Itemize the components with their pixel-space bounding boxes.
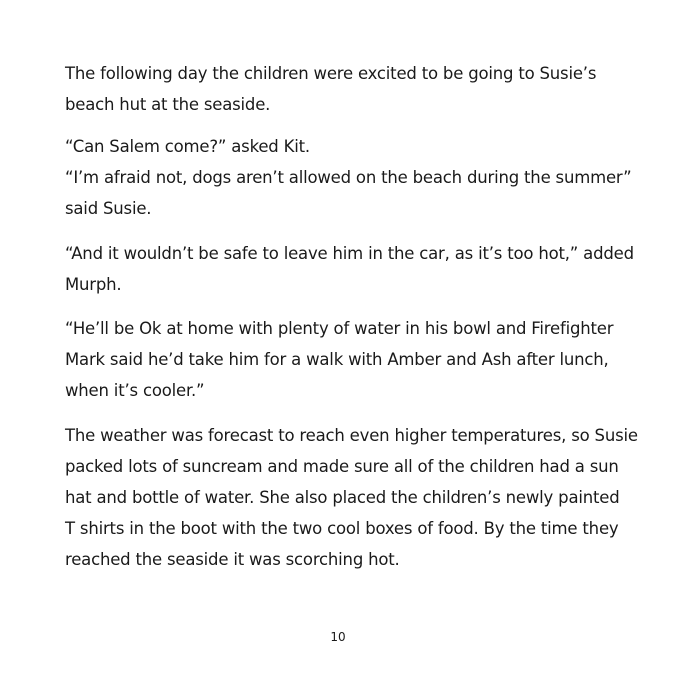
- text-line: packed lots of suncream and made sure all of the children had a sun: [65, 457, 619, 476]
- text-line: said Susie.: [65, 199, 152, 218]
- text-line: The weather was forecast to reach even higher temperatures, so Susie: [65, 426, 638, 445]
- text-line: “And it wouldn’t be safe to leave him in the car, as it’s too hot,” added: [65, 244, 634, 263]
- text-line: hat and bottle of water. She also placed the children’s newly painted: [65, 488, 620, 507]
- paragraph-4: [65, 313, 625, 406]
- paragraph-1: [65, 58, 625, 120]
- paragraph-2: [65, 131, 632, 224]
- paragraph-3: [65, 238, 634, 300]
- text-line: when it’s cooler.”: [65, 381, 205, 400]
- text-line: Mark said he’d take him for a walk with Amber and Ash after lunch,: [65, 350, 609, 369]
- text-line: The following day the children were excited to be going to Susie’s: [65, 64, 597, 83]
- text-line: “Can Salem come?” asked Kit.: [65, 137, 310, 156]
- text-line: T shirts in the boot with the two cool boxes of food. By the time they: [65, 519, 619, 538]
- text-line: “I’m afraid not, dogs aren’t allowed on the beach during the summer”: [65, 168, 632, 187]
- text-line: beach hut at the seaside.: [65, 95, 271, 114]
- page-number: 10: [330, 630, 346, 644]
- text-line: reached the seaside it was scorching hot.: [65, 550, 400, 569]
- paragraph-5: [65, 420, 638, 575]
- text-line: “He’ll be Ok at home with plenty of water in his bowl and Firefighter: [65, 319, 614, 338]
- text-line: Murph.: [65, 275, 122, 294]
